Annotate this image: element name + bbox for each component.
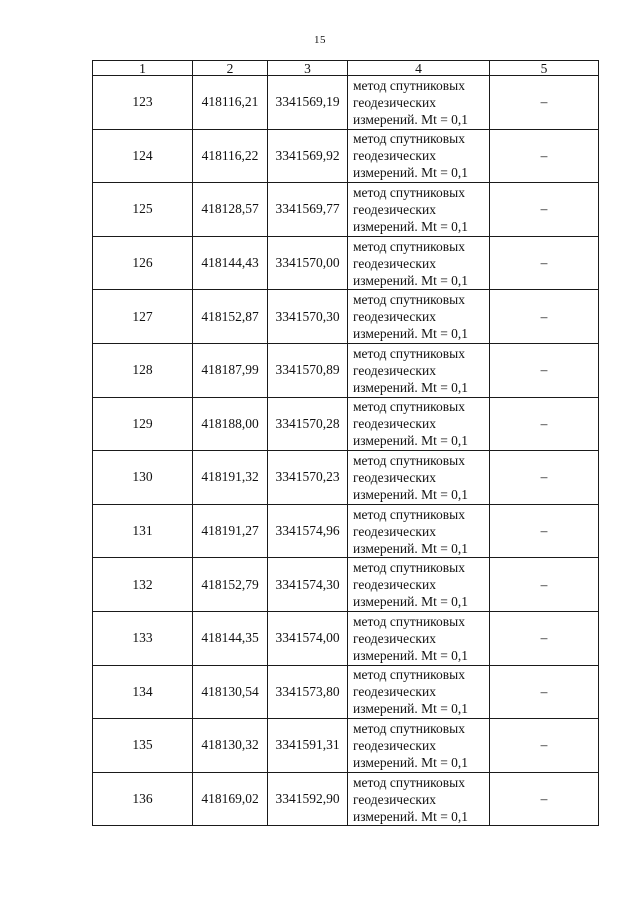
table-row xyxy=(93,719,599,773)
x-coordinate-cell: 418144,43 xyxy=(193,236,268,290)
point-number-cell: 125 xyxy=(93,183,193,237)
method-text-line: метод спутниковых xyxy=(353,345,465,361)
y-coordinate-cell: 3341569,19 xyxy=(268,76,348,130)
method-text-line: метод спутниковых xyxy=(353,720,465,736)
description-cell: – xyxy=(490,343,599,397)
method-text-line: метод спутниковых xyxy=(353,399,465,415)
x-coordinate-cell: 418187,99 xyxy=(193,343,268,397)
description-cell: – xyxy=(490,504,599,558)
method-text-line: метод спутниковых xyxy=(353,238,465,254)
description-cell: – xyxy=(490,665,599,719)
table-row xyxy=(93,129,599,183)
method-text-line: метод спутниковых xyxy=(353,506,465,522)
point-number-cell: 128 xyxy=(93,343,193,397)
header-col-5: 5 xyxy=(490,61,599,76)
method-text-line: геодезических xyxy=(353,309,436,325)
method-cell xyxy=(348,397,490,451)
x-coordinate-cell: 418130,54 xyxy=(193,665,268,719)
method-text-line: измерений. Mt = 0,1 xyxy=(353,272,469,288)
y-coordinate-cell: 3341570,28 xyxy=(268,397,348,451)
x-coordinate-cell: 418188,00 xyxy=(193,397,268,451)
y-coordinate-cell: 3341569,77 xyxy=(268,183,348,237)
method-cell xyxy=(348,76,490,130)
method-text-line: измерений. Mt = 0,1 xyxy=(353,218,469,234)
method-text-line: геодезических xyxy=(353,737,436,753)
point-number-cell: 130 xyxy=(93,451,193,505)
method-text-line: геодезических xyxy=(353,630,436,646)
method-cell xyxy=(348,611,490,665)
point-number-cell: 123 xyxy=(93,76,193,130)
y-coordinate-cell: 3341569,92 xyxy=(268,129,348,183)
y-coordinate-cell: 3341574,30 xyxy=(268,558,348,612)
y-coordinate-cell: 3341570,23 xyxy=(268,451,348,505)
header-col-1: 1 xyxy=(93,61,193,76)
method-text-line: метод спутниковых xyxy=(353,131,465,147)
method-text-line: измерений. Mt = 0,1 xyxy=(353,379,469,395)
method-text-line: геодезических xyxy=(353,469,436,485)
description-cell: – xyxy=(490,290,599,344)
description-cell: – xyxy=(490,772,599,826)
method-cell xyxy=(348,504,490,558)
description-cell: – xyxy=(490,236,599,290)
description-cell: – xyxy=(490,611,599,665)
method-text-line: геодезических xyxy=(353,255,436,271)
method-text-line: метод спутниковых xyxy=(353,613,465,629)
method-text-line: геодезических xyxy=(353,94,436,110)
table-header xyxy=(93,61,599,76)
method-cell xyxy=(348,772,490,826)
table-row xyxy=(93,183,599,237)
method-text-line: метод спутниковых xyxy=(353,452,465,468)
x-coordinate-cell: 418191,32 xyxy=(193,451,268,505)
table-row xyxy=(93,665,599,719)
method-cell xyxy=(348,129,490,183)
description-cell: – xyxy=(490,397,599,451)
method-text-line: геодезических xyxy=(353,523,436,539)
point-number-cell: 132 xyxy=(93,558,193,612)
x-coordinate-cell: 418144,35 xyxy=(193,611,268,665)
table-row xyxy=(93,558,599,612)
coordinates-table xyxy=(92,60,599,826)
y-coordinate-cell: 3341574,00 xyxy=(268,611,348,665)
y-coordinate-cell: 3341592,90 xyxy=(268,772,348,826)
method-text-line: метод спутниковых xyxy=(353,77,465,93)
method-text-line: метод спутниковых xyxy=(353,667,465,683)
x-coordinate-cell: 418128,57 xyxy=(193,183,268,237)
point-number-cell: 127 xyxy=(93,290,193,344)
method-text-line: геодезических xyxy=(353,362,436,378)
method-text-line: метод спутниковых xyxy=(353,560,465,576)
method-cell xyxy=(348,236,490,290)
method-text-line: измерений. Mt = 0,1 xyxy=(353,754,469,770)
description-cell: – xyxy=(490,719,599,773)
point-number-cell: 135 xyxy=(93,719,193,773)
table-row xyxy=(93,611,599,665)
method-text-line: измерений. Mt = 0,1 xyxy=(353,647,469,663)
method-text-line: метод спутниковых xyxy=(353,292,465,308)
description-cell: – xyxy=(490,451,599,505)
description-cell: – xyxy=(490,183,599,237)
x-coordinate-cell: 418116,22 xyxy=(193,129,268,183)
method-text-line: измерений. Mt = 0,1 xyxy=(353,701,469,717)
point-number-cell: 126 xyxy=(93,236,193,290)
table-row xyxy=(93,343,599,397)
method-text-line: геодезических xyxy=(353,684,436,700)
method-cell xyxy=(348,719,490,773)
method-text-line: геодезических xyxy=(353,791,436,807)
x-coordinate-cell: 418152,87 xyxy=(193,290,268,344)
y-coordinate-cell: 3341570,89 xyxy=(268,343,348,397)
method-text-line: геодезических xyxy=(353,416,436,432)
method-text-line: метод спутниковых xyxy=(353,774,465,790)
method-text-line: измерений. Mt = 0,1 xyxy=(353,165,469,181)
method-text-line: измерений. Mt = 0,1 xyxy=(353,540,469,556)
method-text-line: геодезических xyxy=(353,148,436,164)
method-cell xyxy=(348,183,490,237)
header-col-3: 3 xyxy=(268,61,348,76)
point-number-cell: 136 xyxy=(93,772,193,826)
method-text-line: измерений. Mt = 0,1 xyxy=(353,111,469,127)
description-cell: – xyxy=(490,129,599,183)
header-col-4: 4 xyxy=(348,61,490,76)
table-row xyxy=(93,451,599,505)
point-number-cell: 133 xyxy=(93,611,193,665)
x-coordinate-cell: 418191,27 xyxy=(193,504,268,558)
point-number-cell: 134 xyxy=(93,665,193,719)
method-cell xyxy=(348,343,490,397)
point-number-cell: 131 xyxy=(93,504,193,558)
method-cell xyxy=(348,665,490,719)
table-row xyxy=(93,772,599,826)
method-cell xyxy=(348,558,490,612)
y-coordinate-cell: 3341573,80 xyxy=(268,665,348,719)
header-col-2: 2 xyxy=(193,61,268,76)
x-coordinate-cell: 418130,32 xyxy=(193,719,268,773)
description-cell: – xyxy=(490,558,599,612)
x-coordinate-cell: 418116,21 xyxy=(193,76,268,130)
method-text-line: измерений. Mt = 0,1 xyxy=(353,808,469,824)
x-coordinate-cell: 418152,79 xyxy=(193,558,268,612)
description-cell: – xyxy=(490,76,599,130)
method-text-line: измерений. Mt = 0,1 xyxy=(353,486,469,502)
y-coordinate-cell: 3341591,31 xyxy=(268,719,348,773)
table-body xyxy=(93,76,599,826)
method-text-line: геодезических xyxy=(353,201,436,217)
table-row xyxy=(93,76,599,130)
y-coordinate-cell: 3341570,30 xyxy=(268,290,348,344)
method-cell xyxy=(348,451,490,505)
header-row xyxy=(93,61,599,76)
y-coordinate-cell: 3341570,00 xyxy=(268,236,348,290)
method-text-line: метод спутниковых xyxy=(353,184,465,200)
y-coordinate-cell: 3341574,96 xyxy=(268,504,348,558)
method-cell xyxy=(348,290,490,344)
method-text-line: измерений. Mt = 0,1 xyxy=(353,594,469,610)
table-row xyxy=(93,236,599,290)
table-row xyxy=(93,504,599,558)
method-text-line: геодезических xyxy=(353,577,436,593)
method-text-line: измерений. Mt = 0,1 xyxy=(353,433,469,449)
point-number-cell: 129 xyxy=(93,397,193,451)
table-row xyxy=(93,290,599,344)
point-number-cell: 124 xyxy=(93,129,193,183)
page-number: 15 xyxy=(314,34,326,46)
table-row xyxy=(93,397,599,451)
method-text-line: измерений. Mt = 0,1 xyxy=(353,326,469,342)
x-coordinate-cell: 418169,02 xyxy=(193,772,268,826)
